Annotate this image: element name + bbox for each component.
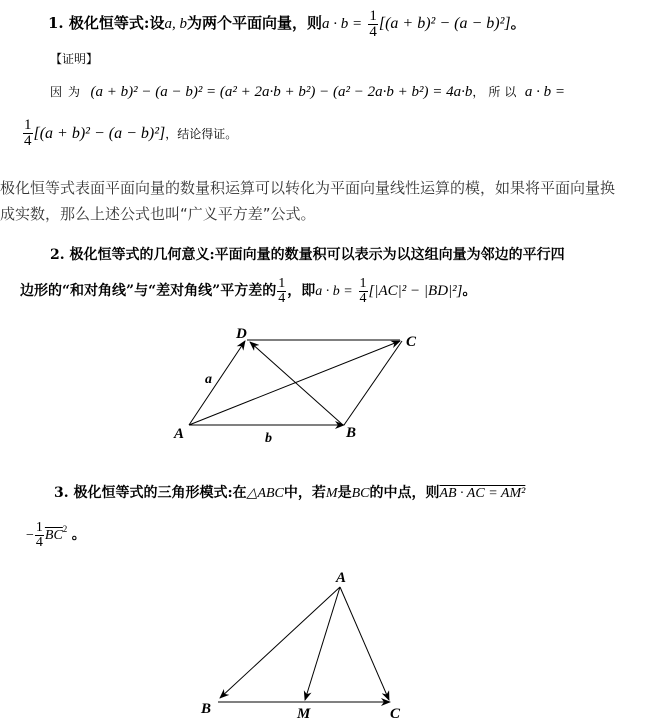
proof-line1-pre: 因为	[50, 85, 87, 99]
section3-end-punct: 。	[71, 527, 86, 543]
section2-formula-body: [|AC|² − |BD|²]	[368, 283, 463, 299]
proof-line1-mid: ，所以	[472, 85, 521, 99]
proof-line2-fraction	[23, 118, 33, 149]
section2-fraction	[277, 277, 286, 306]
vector-a-AD	[189, 341, 245, 425]
label-a: a	[205, 372, 212, 387]
section3-text-mid3: 的中点，则	[369, 485, 440, 501]
fraction-denominator: 4	[369, 23, 377, 40]
section1-number: 1.	[48, 14, 64, 32]
label-B: B	[201, 701, 212, 717]
section1-title: 极化恒等式:	[68, 14, 150, 32]
section1-intro-vars: a, b	[164, 16, 187, 32]
section3-text-mid1: 中，若	[283, 485, 326, 501]
label-A: A	[336, 570, 347, 586]
section2-formula-fraction	[359, 277, 368, 306]
section3-title: 极化恒等式的三角形模式:	[73, 485, 233, 501]
fraction-denominator: 4	[35, 534, 43, 550]
diagonal-BD	[250, 342, 343, 425]
triangle-diagram	[180, 560, 420, 723]
section3-triangle: △ABC	[246, 486, 284, 501]
section1-formula-lhs: a · b =	[321, 16, 363, 32]
section3-number: 3.	[54, 485, 69, 501]
vector-AM	[305, 587, 340, 700]
label-C: C	[406, 334, 417, 350]
section2-title: 极化恒等式的几何意义:	[69, 247, 215, 263]
proof-line2-post: ，结论得证。	[165, 127, 238, 141]
section3-fraction	[35, 521, 44, 550]
section2-line2-mid: ，即	[287, 283, 316, 299]
section2-heading	[50, 244, 565, 266]
section1-intro-post: 为两个平面向量，则	[186, 14, 322, 32]
fraction-denominator: 4	[278, 290, 286, 306]
section2-number: 2.	[50, 247, 65, 263]
section1-fraction	[368, 9, 378, 40]
side-BC	[344, 341, 402, 425]
section2-end-punct: 。	[462, 283, 477, 299]
section1-formula-body: [(a + b)² − (a − b)²]	[378, 15, 511, 32]
section3-square: 2	[62, 524, 68, 534]
paragraph-line-1: 极化恒等式表面平面向量的数量积运算可以转化为平面向量线性运算的模，如果将平面向量换	[0, 179, 616, 197]
proof-line-2	[22, 118, 237, 149]
vector-AC	[340, 587, 389, 700]
vector-AB	[220, 587, 340, 698]
section1-intro-pre: 设	[149, 14, 165, 32]
label-A: A	[174, 426, 185, 442]
section3-vector-BC: $\overline{BC}$	[44, 528, 63, 543]
paragraph-line-2: 成实数，那么上述公式也叫“广义平方差”公式。	[0, 205, 316, 223]
label-M: M	[297, 706, 311, 722]
proof-line2-expr: [(a + b)² − (a − b)²]	[33, 125, 166, 142]
fraction-numerator: 1	[369, 7, 377, 24]
label-B: B	[346, 425, 357, 441]
explanation-paragraph	[0, 175, 615, 227]
parallelogram-diagram	[150, 315, 450, 455]
section1-end-punct: 。	[510, 14, 526, 32]
fraction-numerator: 1	[359, 275, 367, 291]
section2-line2-pre: 边形的“和对角线”与“差对角线”平方差的	[20, 283, 277, 299]
section2-formula-lhs: a · b =	[315, 284, 353, 299]
fraction-denominator: 4	[24, 133, 32, 149]
section3-line-2	[26, 514, 86, 551]
fraction-numerator: 1	[24, 117, 32, 133]
fraction-numerator: 1	[35, 519, 43, 535]
section3-minus: −	[26, 528, 34, 543]
section2-line1-rest: 平面向量的数量积可以表示为以这组向量为邻边的平行四	[214, 247, 565, 263]
section3-heading	[54, 482, 525, 505]
section3-text-mid2: 是	[337, 485, 352, 501]
section1-heading	[48, 8, 526, 40]
fraction-denominator: 4	[359, 290, 367, 306]
section3-formula-lhs: AB · AC = AM²	[439, 486, 526, 501]
proof-line1-expr: (a + b)² − (a − b)² = (a² + 2a·b + b²) − (a² − 2a·b + b²) = 4a·b	[90, 84, 473, 100]
proof-line-1	[50, 80, 565, 104]
section3-segment: BC	[351, 486, 370, 501]
label-D: D	[236, 326, 247, 342]
section3-point: M	[325, 486, 338, 501]
section3-text-pre: 在	[232, 485, 247, 501]
label-C: C	[390, 706, 401, 722]
section2-line-2	[20, 274, 477, 309]
proof-label: 【证明】	[50, 52, 99, 66]
label-b: b	[265, 431, 272, 446]
proof-line1-end: a · b =	[524, 84, 565, 100]
fraction-numerator: 1	[278, 275, 286, 291]
diagonal-AC	[189, 341, 400, 425]
